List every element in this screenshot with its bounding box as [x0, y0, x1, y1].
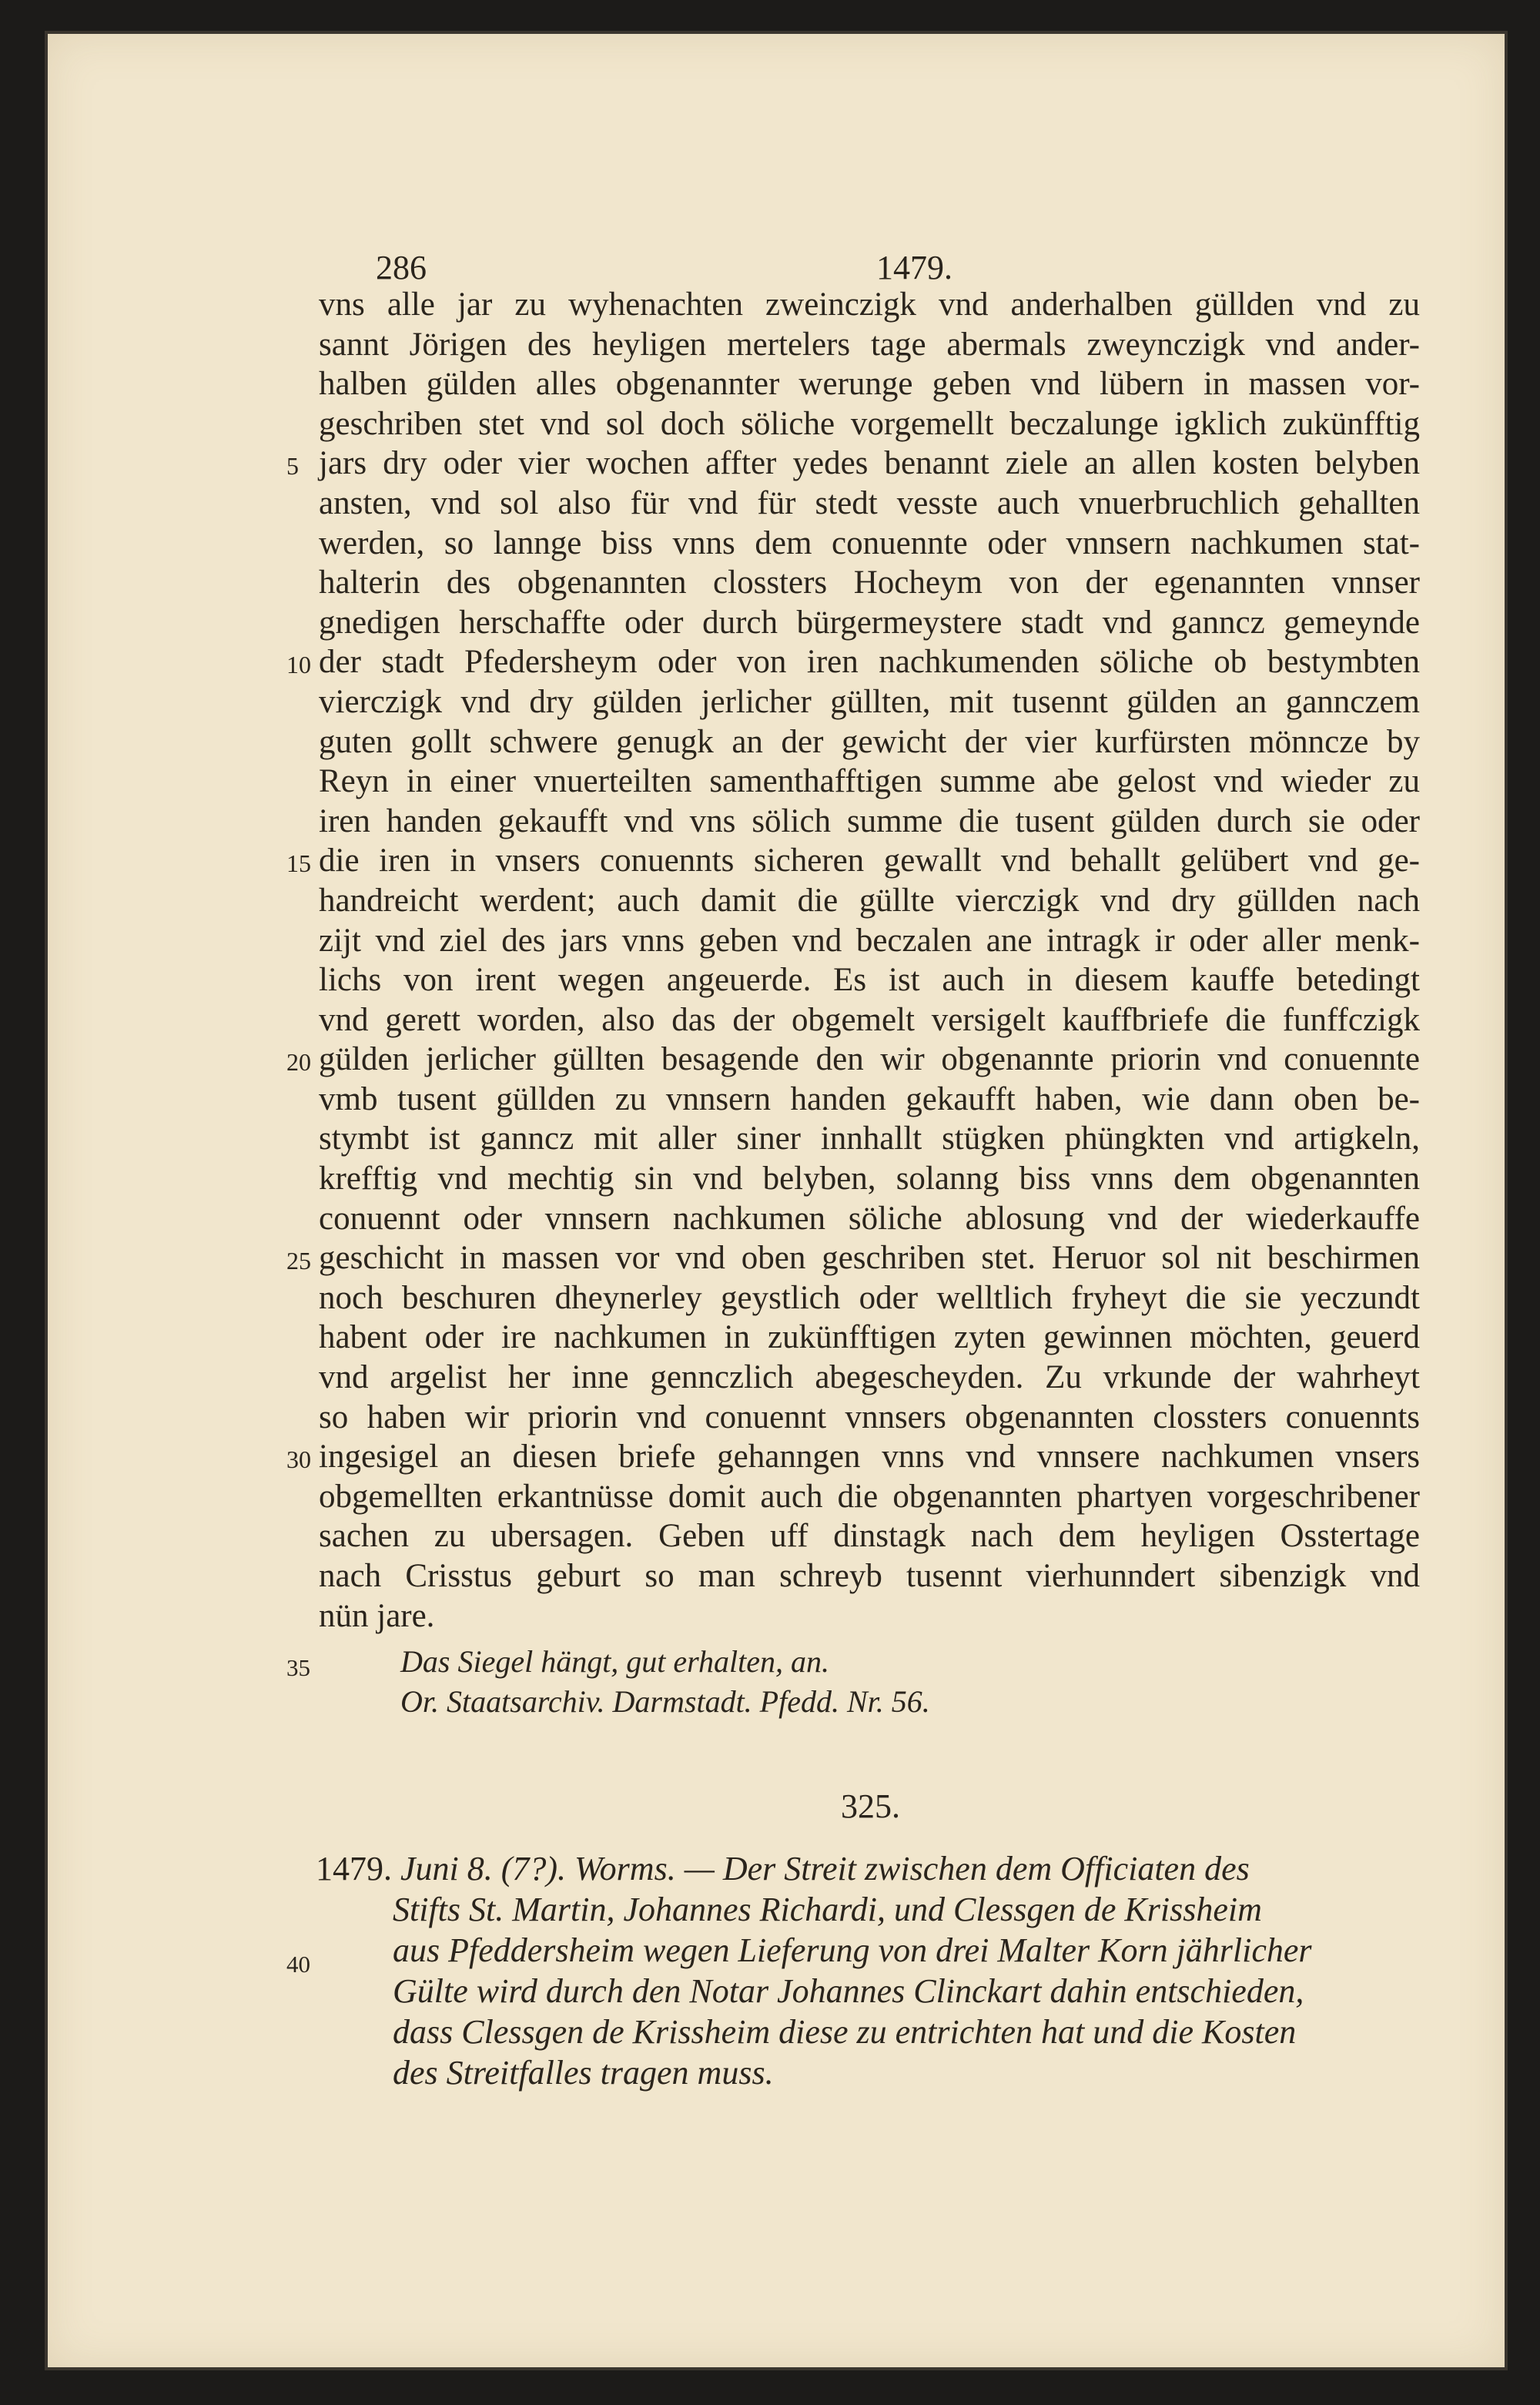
body-line-5: 5 jars dry oder vier wochen affter yedes benannt ziele an allen kosten belyben — [319, 444, 1420, 484]
line-number: 10 — [286, 651, 311, 679]
archival-notes — [286, 1642, 930, 1722]
body-line: krefftig vnd mechtig sin vnd belyben, solanng biss vnns dem obgenannten — [319, 1161, 1420, 1197]
body-line: nün jare. — [319, 1597, 435, 1634]
regest-date: 1479. — [316, 1850, 392, 1887]
body-line: halben gülden alles obgenannter werunge geben vnd lübern in massen vor- — [319, 366, 1420, 403]
line-number: 15 — [286, 849, 311, 878]
line-number: 5 — [286, 452, 299, 481]
body-line-25: 25 geschicht in massen vor vnd oben geschriben stet. Heruor sol nit beschirmen — [319, 1238, 1420, 1278]
body-line: geschriben stet vnd sol doch söliche vorgemellt beczalunge igklich zukünfftig — [319, 405, 1420, 442]
line-number: 25 — [286, 1247, 311, 1275]
source-note: Or. Staatsarchiv. Darmstadt. Pfedd. Nr. 56. — [400, 1684, 930, 1719]
body-line: nach Crisstus geburt so man schreyb tusennt vierhunndert sibenzigk vnd — [319, 1558, 1420, 1594]
regest-line: dass Clessgen de Krissheim diese zu entrichten hat und die Kosten — [393, 2013, 1297, 2051]
body-line: conuennt oder vnnsern nachkumen söliche ablosung vnd der wiederkauffe — [319, 1200, 1420, 1237]
body-line: handreicht werdent; auch damit die güllte vierczigk vnd dry güllden nach — [319, 882, 1420, 919]
regest-line: aus Pfeddersheim wegen Lieferung von drei Malter Korn jährlicher — [393, 1931, 1312, 1969]
body-line: werden, so lannge biss vnns dem conuennte oder vnnsern nachkumen stat- — [319, 524, 1420, 561]
body-line: sannt Jörigen des heyligen mertelers tage abermals zweynczigk vnd ander- — [319, 326, 1420, 363]
body-line-30: 30 ingesigel an diesen briefe gehanngen vnns vnd vnnsere nachkumen vnsers — [319, 1437, 1420, 1477]
body-line: halterin des obgenannten clossters Hocheym von der egenannten vnnser — [319, 564, 1420, 601]
page-number: 286 — [376, 249, 427, 286]
body-line: vnd argelist her inne gennczlich abegescheyden. Zu vrkunde der wahrheyt — [319, 1359, 1420, 1396]
regest-line: 1479. Juni 8. (7?). Worms. — Der Streit zwischen dem Officiaten des — [316, 1850, 1250, 1887]
line-number: 35 — [286, 1654, 310, 1681]
document-body — [286, 285, 1420, 1636]
body-line-15: 15 die iren in vnsers conuennts sicheren gewallt vnd behallt gelübert vnd ge- — [319, 841, 1420, 881]
regest-line: Gülte wird durch den Notar Johannes Clinckart dahin entschieden, — [393, 1972, 1304, 2010]
body-line: noch beschuren dheynerley geystlich oder welltlich fryheyt die sie yeczundt — [319, 1279, 1420, 1316]
body-line: so haben wir priorin vnd conuennt vnnsers obgenannten clossters conuennts — [319, 1398, 1420, 1435]
body-line: lichs von irent wegen angeuerde. Es ist auch in diesem kauffe betedingt — [319, 962, 1420, 999]
body-line: habent oder ire nachkumen in zukünfftigen zyten gewinnen möchten, geuerd — [319, 1319, 1420, 1356]
seal-note: Das Siegel hängt, gut erhalten, an. — [400, 1644, 829, 1679]
body-line: gnedigen herschaffte oder durch bürgermeystere stadt vnd ganncz gemeynde — [319, 604, 1420, 641]
running-year: 1479. — [876, 249, 952, 286]
line-number: 40 — [286, 1951, 310, 1978]
line-number: 20 — [286, 1048, 311, 1077]
regest-line: des Streitfalles tragen muss. — [393, 2054, 774, 2092]
body-line: Reyn in einer vnuerteilten samenthafftigen summe abe gelost vnd wieder zu — [319, 763, 1420, 800]
body-line: vmb tusent güllden zu vnnsern handen gekaufft haben, wie dann oben be- — [319, 1080, 1420, 1117]
body-line: vierczigk vnd dry gülden jerlicher güllten, mit tusennt gülden an gannczem — [319, 683, 1420, 720]
body-line: zijt vnd ziel des jars vnns geben vnd beczalen ane intragk ir oder aller menk- — [319, 922, 1420, 959]
regest-line: Stifts St. Martin, Johannes Richardi, und Clessgen de Krissheim — [393, 1891, 1262, 1928]
regest — [286, 1848, 1417, 2093]
document-number: 325. — [841, 1787, 900, 1825]
body-line-20: 20 gülden jerlicher güllten besagende den wir obgenannte priorin vnd conuennte — [319, 1040, 1420, 1080]
line-number: 30 — [286, 1445, 311, 1474]
body-line: ansten, vnd sol also für vnd für stedt vesste auch vnuerbruchlich gehallten — [319, 484, 1420, 521]
body-line: vnd gerett worden, also das der obgemelt versigelt kauffbriefe die funffczigk — [319, 1001, 1420, 1038]
body-line: stymbt ist ganncz mit aller siner innhallt stügken phüngkten vnd artigkeln, — [319, 1120, 1420, 1157]
body-line: vns alle jar zu wyhenachten zweinczigk vnd anderhalben güllden vnd zu — [319, 286, 1420, 323]
body-line: iren handen gekaufft vnd vns sölich summe die tusent gülden durch sie oder — [319, 802, 1420, 839]
body-line: sachen zu ubersagen. Geben uff dinstagk nach dem heyligen Osstertage — [319, 1518, 1420, 1555]
body-line: guten gollt schwere genugk an der gewicht der vier kurfürsten mönncze by — [319, 723, 1420, 760]
body-line-10: 10 der stadt Pfedersheym oder von iren nachkumenden söliche ob bestymbten — [319, 642, 1420, 682]
body-line: obgemellten erkantnüsse domit auch die obgenannten phartyen vorgeschribener — [319, 1478, 1420, 1515]
